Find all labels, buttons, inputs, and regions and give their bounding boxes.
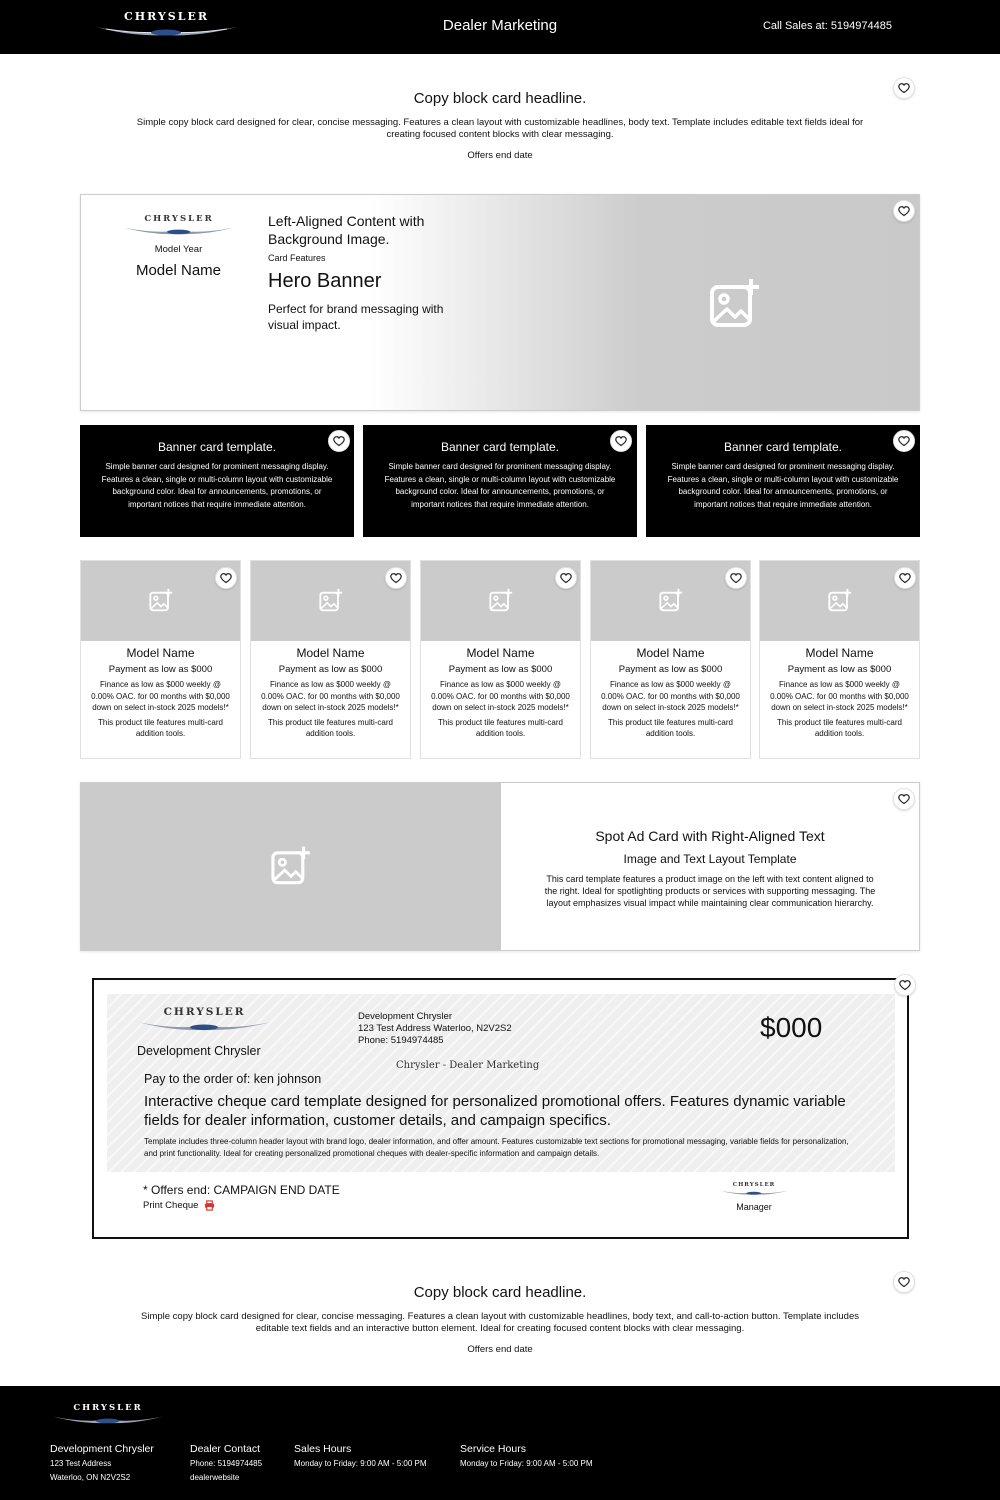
model-year: Model Year	[154, 244, 203, 255]
tile-finance-text: Finance as low as $000 weekly @ 0.00% OAC. for 00 months with $0,000 down on select in-stock 2025 models!*	[91, 680, 230, 712]
cheque-headline: Interactive cheque card template designed for personalized promotional offers. Features dynamic variable fields for dealer information, customer details, and campaign specifics.	[144, 1093, 846, 1129]
cheque-dealer-name: Development Chrysler	[137, 1044, 261, 1058]
footer-service-title: Service Hours	[460, 1443, 526, 1455]
spot-body: This card template features a product image on the left with text content aligned to the right. Ideal for spotlighting products or services with supporting messaging. The layout emphasizes visual impact while maintaining clear communication hierarchy.	[544, 874, 876, 908]
favorite-button[interactable]	[328, 430, 350, 452]
chrysler-logo[interactable]: CHRYSLER	[94, 10, 239, 37]
spot-image-placeholder[interactable]	[81, 783, 501, 950]
address-line: 123 Test Address Waterloo, N2V2S2	[358, 1023, 512, 1034]
image-add-icon	[488, 588, 514, 614]
banner-body: Simple banner card designed for prominent messaging display. Features a clean, single or multi-column layout with customizable background color. Ideal for announcements, promotions, or important notices that require immediate attention.	[101, 462, 333, 509]
product-tile	[590, 560, 751, 759]
favorite-button[interactable]	[385, 567, 407, 589]
tile-model-name: Model Name	[126, 646, 195, 660]
model-name: Model Name	[135, 262, 222, 279]
print-cheque-label: Print Cheque	[143, 1200, 199, 1211]
spot-ad-card	[80, 782, 920, 951]
copy-block-bottom	[0, 1284, 1000, 1355]
heart-icon	[220, 572, 232, 584]
image-add-icon	[148, 588, 174, 614]
banner-body: Simple banner card designed for prominent messaging display. Features a clean, single or multi-column layout with customizable background color. Ideal for announcements, promotions, or important notices that require immediate attention.	[667, 462, 899, 509]
banner-title: Banner card template.	[157, 440, 277, 454]
tile-payment: Payment as low as $000	[448, 664, 553, 675]
image-add-icon	[318, 588, 344, 614]
footer-address-line1: 123 Test Address	[50, 1459, 112, 1468]
copy-block-headline: Copy block card headline.	[413, 90, 587, 107]
header-title: Dealer Marketing	[442, 17, 558, 34]
copy-block-headline: Copy block card headline.	[413, 1284, 587, 1301]
footer-address-line2: Waterloo, ON N2V2S2	[50, 1473, 131, 1482]
favorite-button[interactable]	[894, 974, 916, 996]
footer-website-link[interactable]: dealerwebsite	[190, 1473, 240, 1482]
favorite-button[interactable]	[894, 567, 916, 589]
wings-emblem-icon	[123, 224, 235, 236]
chrysler-logo[interactable]: CHRYSLER	[52, 1403, 164, 1425]
footer-contact-title: Dealer Contact	[190, 1443, 261, 1455]
spot-subtitle: Image and Text Layout Template	[623, 852, 797, 866]
tile-model-name: Model Name	[296, 646, 365, 660]
heart-icon	[898, 435, 910, 447]
banner-card	[80, 425, 354, 537]
heart-icon	[898, 793, 910, 805]
heart-icon	[333, 435, 345, 447]
footer-dealer-contact	[190, 1443, 262, 1485]
heart-icon	[899, 572, 911, 584]
favorite-button[interactable]	[893, 1271, 915, 1293]
copy-block-body: Simple copy block card designed for clear, concise messaging. Features a clean layout with customizable headlines, body text. Template includes editable text fields ideal for creating focused content blocks with clear messaging.	[136, 117, 864, 140]
footer-sales-title: Sales Hours	[294, 1443, 352, 1455]
favorite-button[interactable]	[893, 77, 915, 99]
tile-model-name: Model Name	[466, 646, 535, 660]
copy-block-top	[0, 90, 1000, 161]
image-add-icon	[269, 845, 313, 889]
favorite-button[interactable]	[610, 430, 632, 452]
image-add-icon	[827, 588, 853, 614]
tile-finance-text: Finance as low as $000 weekly @ 0.00% OAC. for 00 months with $0,000 down on select in-stock 2025 models!*	[261, 680, 400, 712]
favorite-button[interactable]	[215, 567, 237, 589]
tile-model-name: Model Name	[805, 646, 874, 660]
banner-title: Banner card template.	[440, 440, 560, 454]
tile-note: This product tile features multi-card addition tools.	[268, 717, 393, 738]
image-add-icon[interactable]	[707, 277, 763, 333]
favorite-button[interactable]	[725, 567, 747, 589]
spot-text-area	[501, 783, 919, 909]
banner-card	[363, 425, 637, 537]
product-tile	[250, 560, 411, 759]
offers-end-date: Offers end date	[467, 150, 533, 161]
hero-description: Perfect for brand messaging with visual impact.	[268, 302, 444, 332]
address-phone: Phone: 5194974485	[358, 1035, 444, 1046]
tile-payment: Payment as low as $000	[108, 664, 213, 675]
banner-body: Simple banner card designed for prominent messaging display. Features a clean, single or multi-column layout with customizable background color. Ideal for announcements, promotions, or important notices that require immediate attention.	[384, 462, 616, 509]
cheque-offers-end: * Offers end: CAMPAIGN END DATE	[143, 1183, 340, 1197]
chrysler-logo: CHRYSLER	[137, 1006, 272, 1032]
favorite-button[interactable]	[893, 788, 915, 810]
hero-title: Hero Banner	[268, 270, 382, 292]
favorite-button[interactable]	[555, 567, 577, 589]
footer-service-hours	[460, 1443, 593, 1471]
printer-icon	[204, 1200, 215, 1211]
tile-payment: Payment as low as $000	[278, 664, 383, 675]
chrysler-logo: CHRYSLER	[123, 214, 235, 236]
tile-finance-text: Finance as low as $000 weekly @ 0.00% OAC. for 00 months with $0,000 down on select in-stock 2025 models!*	[601, 680, 740, 712]
footer-service-hours-text: Monday to Friday: 9:00 AM - 5:00 PM	[460, 1459, 593, 1468]
banner-card	[646, 425, 920, 537]
tile-finance-text: Finance as low as $000 weekly @ 0.00% OAC. for 00 months with $0,000 down on select in-stock 2025 models!*	[770, 680, 909, 712]
heart-icon	[615, 435, 627, 447]
wings-emblem-icon	[137, 1018, 272, 1032]
product-tile	[759, 560, 920, 759]
heart-icon	[898, 1276, 910, 1288]
footer-dealer-title: Development Chrysler	[50, 1443, 154, 1455]
heart-icon	[898, 205, 910, 217]
heart-icon	[390, 572, 402, 584]
footer-sales-hours	[294, 1443, 427, 1471]
tile-note: This product tile features multi-card addition tools.	[777, 717, 902, 738]
tile-note: This product tile features multi-card addition tools.	[98, 717, 223, 738]
manager-signature-label: Manager	[736, 1202, 772, 1212]
footer-sales-hours-text: Monday to Friday: 9:00 AM - 5:00 PM	[294, 1459, 427, 1468]
address-name: Development Chrysler	[358, 1011, 452, 1022]
tile-payment: Payment as low as $000	[787, 664, 892, 675]
wings-emblem-icon	[52, 1413, 164, 1425]
heart-icon	[730, 572, 742, 584]
spot-title: Spot Ad Card with Right-Aligned Text	[595, 828, 825, 844]
cheque-amount: $000	[760, 1012, 823, 1043]
heart-icon	[899, 979, 911, 991]
cheque-details: Template includes three-column header layout with brand logo, dealer information, and offer amount. Features customizable text sections for promotional messaging, variable fields for personalization, and print functionality. Ideal for creating personalized promotional cheques with dealer-specific information and campaign details.	[144, 1137, 849, 1158]
wings-emblem-icon	[718, 1188, 790, 1196]
heart-icon	[898, 82, 910, 94]
offers-end-date: Offers end date	[467, 1344, 533, 1355]
cheque-memo: Chrysler - Dealer Marketing	[396, 1060, 540, 1071]
favorite-button[interactable]	[893, 200, 915, 222]
tile-finance-text: Finance as low as $000 weekly @ 0.00% OAC. for 00 months with $0,000 down on select in-stock 2025 models!*	[431, 680, 570, 712]
footer-phone-link[interactable]: Phone: 5194974485	[190, 1459, 263, 1468]
tile-payment: Payment as low as $000	[618, 664, 723, 675]
site-footer	[0, 1386, 1000, 1500]
cheque-card	[92, 978, 909, 1239]
hero-banner-card	[80, 194, 920, 411]
tile-model-name: Model Name	[636, 646, 705, 660]
favorite-button[interactable]	[893, 430, 915, 452]
pay-to-line: Pay to the order of: ken johnson	[144, 1072, 322, 1086]
cheque-dealer-address	[358, 1011, 512, 1047]
cheque-body	[107, 994, 895, 1172]
site-header	[0, 0, 1000, 54]
product-tile	[80, 560, 241, 759]
tile-note: This product tile features multi-card addition tools.	[438, 717, 563, 738]
call-sales-link[interactable]: Call Sales at: 5194974485	[762, 20, 892, 32]
tile-note: This product tile features multi-card addition tools.	[608, 717, 733, 738]
hero-subheading: Left-Aligned Content with Background Image.	[268, 213, 425, 247]
heart-icon	[560, 572, 572, 584]
card-features-label: Card Features	[268, 253, 326, 263]
print-cheque-button[interactable]	[143, 1200, 215, 1211]
banner-title: Banner card template.	[723, 440, 843, 454]
product-tile	[420, 560, 581, 759]
manager-logo: CHRYSLER	[718, 1182, 790, 1196]
copy-block-body: Simple copy block card designed for clear, concise messaging. Features a clean layout with customizable headlines, body text, and call-to-action button. Template includes editable text fields and an interactive button element. Ideal for creating focused content blocks with clear messaging.	[141, 1311, 859, 1334]
image-add-icon	[658, 588, 684, 614]
footer-dealer-info	[50, 1443, 154, 1485]
